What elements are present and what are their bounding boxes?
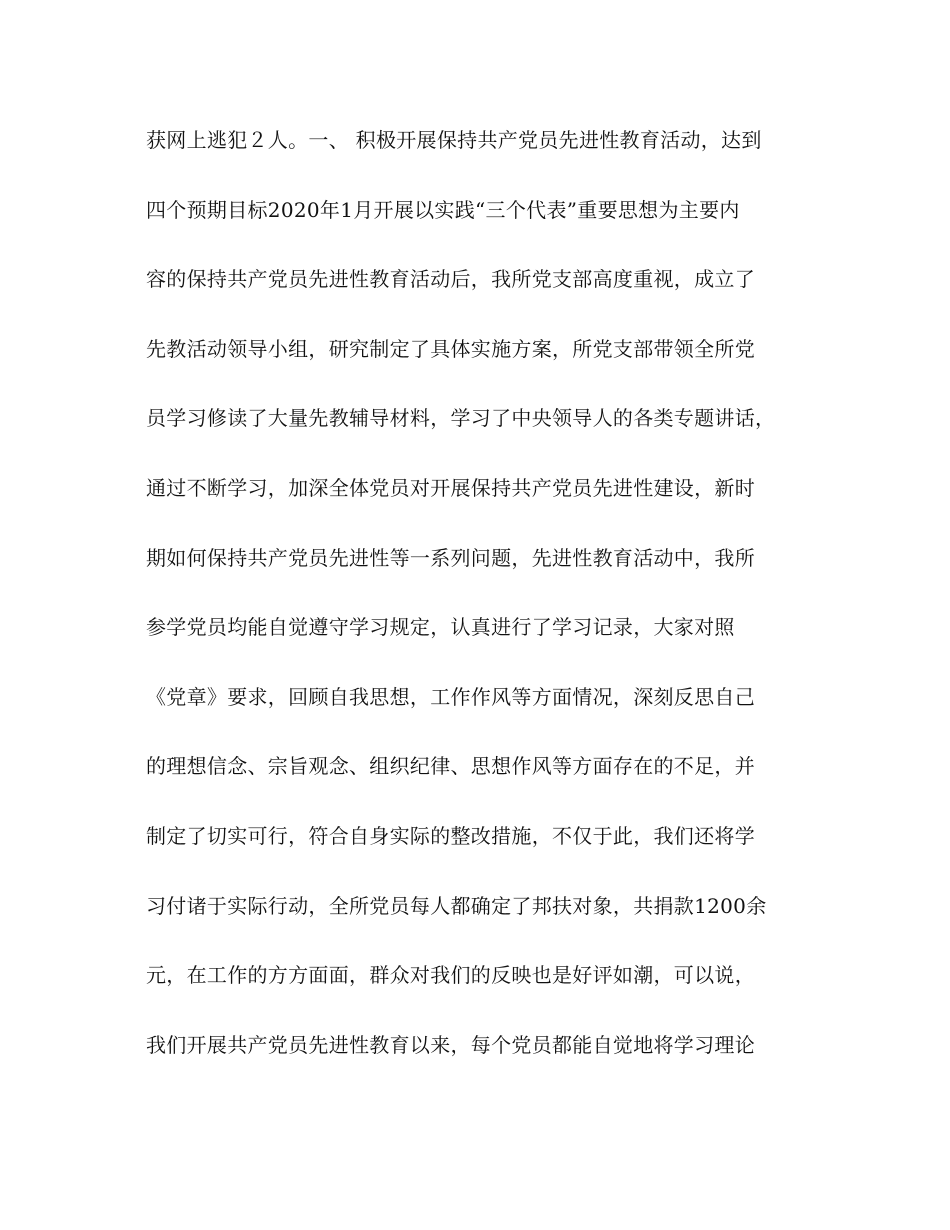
text-line: 元，在工作的方方面面，群众对我们的反映也是好评如潮，可以说，: [146, 963, 755, 988]
text-line: 制定了切实可行，符合自身实际的整改措施，不仅于此，我们还将学: [146, 823, 755, 848]
text-line: 《党章》要求，回顾自我思想，工作作风等方面情况，深刻反思自己: [146, 684, 755, 709]
body-text: [146, 120, 826, 1094]
text-line: 容的保持共产党员先进性教育活动后，我所党支部高度重视，成立了: [146, 267, 755, 292]
text-line: 参学党员均能自觉遵守学习规定，认真进行了学习记录，大家对照: [146, 615, 735, 640]
text-line: 通过不断学习，加深全体党员对开展保持共产党员先进性建设，新时: [146, 475, 755, 500]
text-line: 习付诸于实际行动，全所党员每人都确定了邦扶对象，共捐款1200余: [146, 893, 767, 918]
text-line: 期如何保持共产党员先进性等一系列问题，先进性教育活动中，我所: [146, 545, 755, 570]
text-line: 的理想信念、宗旨观念、组织纪律、思想作风等方面存在的不足，并: [146, 754, 755, 779]
text-line: 四个预期目标2020年1月开展以实践“三个代表”重要思想为主要内: [146, 197, 740, 222]
text-line: 我们开展共产党员先进性教育以来，每个党员都能自觉地将学习理论: [146, 1032, 755, 1057]
text-line: 获网上逃犯２人。一、 积极开展保持共产党员先进性教育活动，达到: [146, 128, 762, 152]
text-line: 员学习修读了大量先教辅导材料，学习了中央领导人的各类专题讲话，: [146, 406, 776, 431]
text-line: 先教活动领导小组，研究制定了具体实施方案，所党支部带领全所党: [146, 336, 755, 361]
